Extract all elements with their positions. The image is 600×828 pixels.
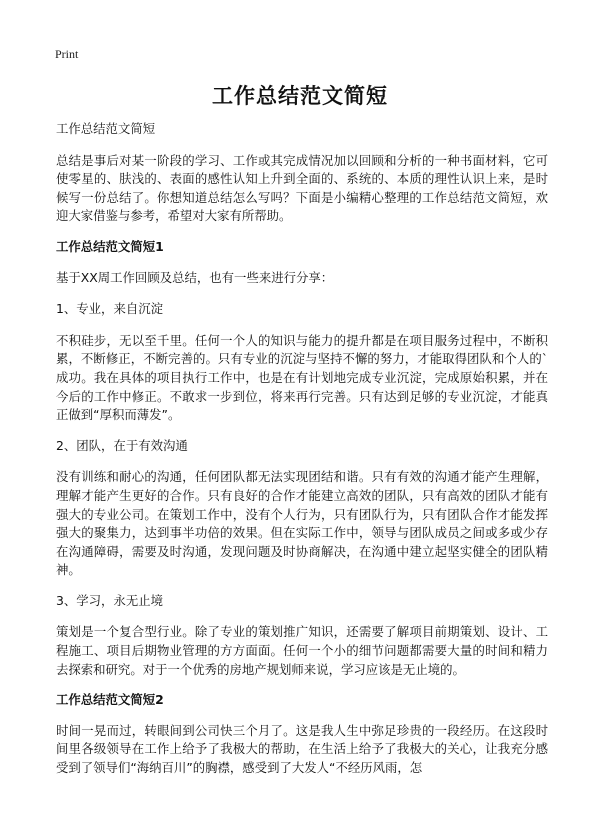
intro-paragraph: 总结是事后对某一阶段的学习、工作或其完成情况加以回顾和分析的一种书面材料，它可使零星的、肤浅的、表面的感性认知上升到全面的、系统的、本质的理性认识上来，是时候写一份总结了。你想知道总结怎么写吗？下面是小编精心整理的工作总结范文简短，欢迎大家借鉴与参考，希望对大家有所帮助。 (56, 152, 548, 224)
point3-title: 3、学习，永无止境 (56, 592, 164, 608)
page-title: 工作总结范文简短 (212, 84, 388, 108)
document-subtitle: 工作总结范文简短 (56, 121, 156, 136)
document-body (56, 120, 548, 790)
section2-body: 时间一晃而过，转眼间到公司快三个月了。这是我人生中弥足珍贵的一段经历。在这段时间里各级领导在工作上给予了我极大的帮助，在生活上给予了我极大的关心，让我充分感受到了领导们“海纳百川”的胸襟，感受到了大发人“不经历风雨，怎 (56, 722, 548, 776)
point2-title: 2、团队，在于有效沟通 (56, 437, 188, 453)
point2-body: 没有训练和耐心的沟通，任何团队都无法实现团结和谐。只有有效的沟通才能产生理解，理解才能产生更好的合作。只有良好的合作才能建立高效的团队，只有高效的团队才能有强大的专业公司。在策划工作中，没有个人行为，只有团队行为，只有团队合作才能发挥强大的聚集力，达到事半功倍的效果。但在实际工作中，领导与团队成员之间或多或少存在沟通障碍，需要及时沟通，发现问题及时协商解决，在沟通中建立起坚实健全的团队精神。 (56, 469, 548, 578)
point1-title: 1、专业，来自沉淀 (56, 301, 164, 317)
section-heading-1: 工作总结范文简短1 (56, 238, 164, 254)
point1-body: 不积硅步，无以至千里。任何一个人的知识与能力的提升都是在项目服务过程中，不断积累，不断修正，不断完善的。只有专业的沉淀与坚持不懈的努力，才能取得团队和个人的`成功。我在具体的项目执行工作中，也是在有计划地完成专业沉淀，完成原始积累，并在今后的工作中修正。不敢求一步到位，将来再行完善。只有达到足够的专业沉淀，才能真正做到“厚积而薄发”。 (56, 332, 548, 423)
section1-lead: 基于XX周工作回顾及总结，也有一些来进行分享： (56, 269, 334, 285)
section-heading-2: 工作总结范文简短2 (56, 692, 164, 708)
point3-body: 策划是一个复合型行业。除了专业的策划推广知识，还需要了解项目前期策划、设计、工程施工、项目后期物业管理的方方面面。任何一个小的细节问题都需要大量的时间和精力去探索和研究。对于一个优秀的房地产规划师来说，学习应该是无止境的。 (56, 624, 548, 677)
print-link[interactable]: Print (55, 47, 79, 61)
